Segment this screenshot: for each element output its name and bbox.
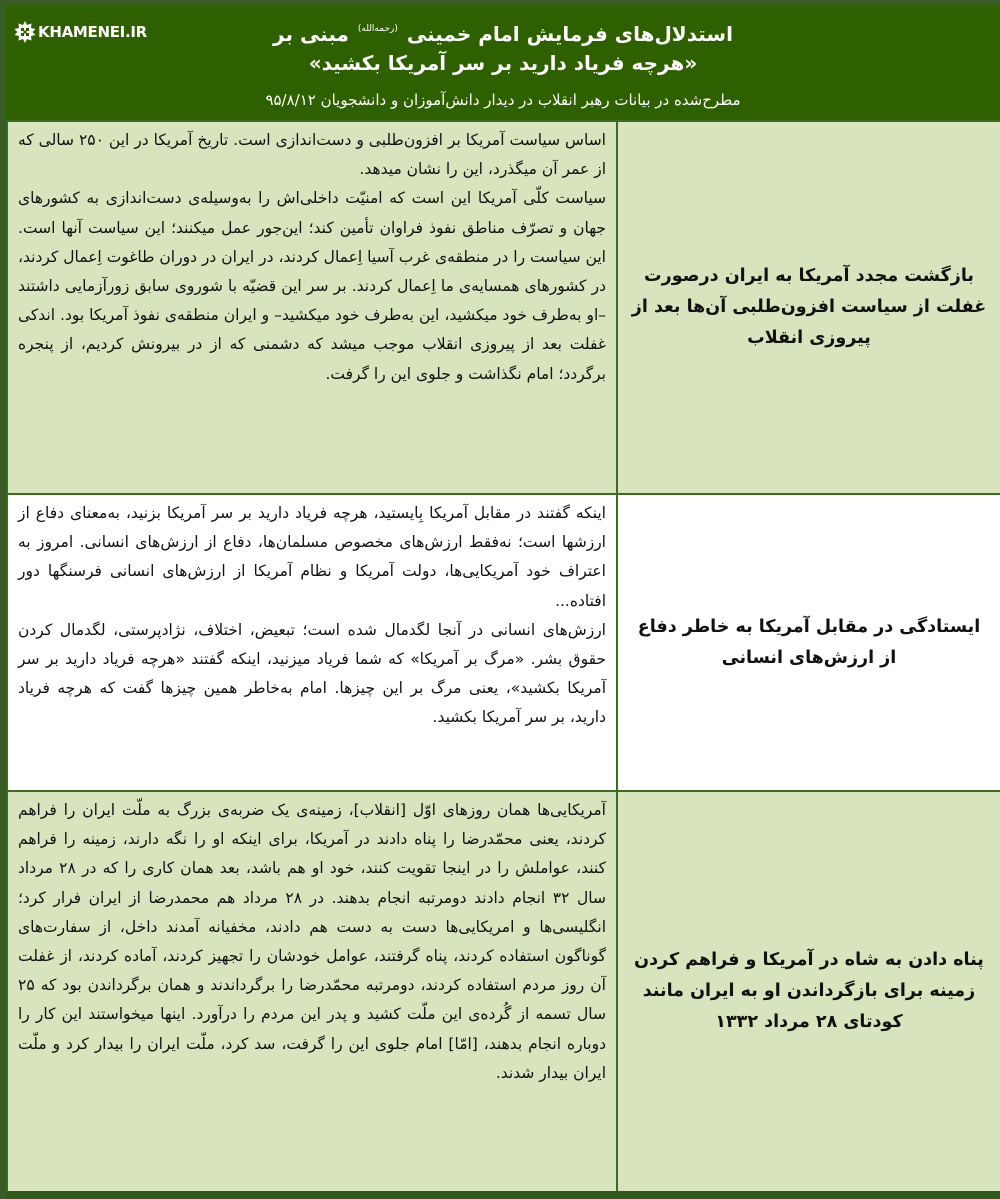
quote-paragraph: سیاست کلّی آمریکا این است که امنیّت داخلی‌اش را به‌وسیله‌ی دست‌اندازی به کشورهای جهان و تصرّف مناطق نفوذ فراوان تأمین کند؛ این‌جور عمل میکنند؛ این سیاست آنها است. این سیاست را در منطقه‌ی غرب آسیا اِعمال کردند، در ایران در دوران طاغوت اِعمال کردند، در کشورهای همسایه‌ی ما اِعمال کردند. بر سر این قضیّه با شوروی سابق زورآزمایی داشتند –او به‌طرف خود میکشید، این به‌طرف خود میکشید– و ایران منطقه‌ی نفوذ آمریکا بود. اندکی غفلت بعد از پیروزی انقلاب موجب میشد که دشمنی که از در بیرونش کردیم، از پنجره برگردد؛ امام نگذاشت و جلوی این را گرفت. [18, 189, 606, 383]
topic-cell: ایستادگی در مقابل آمریکا به خاطر دفاع از ارزش‌های انسانی [637, 616, 981, 668]
quote-cell [6, 792, 618, 1191]
quote-paragraph: ارزش‌های انسانی در آنجا لگدمال شده است؛ تبعیض، اختلاف، نژادپرستی، لگدمال کردن حقوق بشر. «مرگ بر آمریکا» که شما فریاد میزنید، اینکه گفتند «هرچه فریاد دارید بر سر آمریکا بکشید»، یعنی مرگ بر این چیزها. امام به‌خاطر همین چیزها گفت که هرچه فریاد دارید، بر سر آمریکا بکشید. [18, 620, 606, 727]
bottom-border [6, 1191, 1000, 1199]
title-honorific: (رحمه‌الله) [357, 24, 398, 34]
title-text: استدلال‌های فرمایش امام خمینی [406, 22, 733, 46]
quote-paragraph: آمریکایی‌ها همان روزهای اوّل [انقلاب]، زمینه‌ی یک ضربه‌ی بزرگ به ملّت ایران را فراهم کردند، یعنی محمّدرضا را پناه دادند در آمریکا، برای اینکه او را نگه دارند، زمینه را فراهم کنند، عواملش را در اینجا تقویت کنند، خود او هم باشد، بعد همان کاری را که در ۲۸ مرداد سال ۳۲ انجام دادند دومرتبه انجام بدهند. در ۲۸ مرداد هم محمدرضا از ایران فرار کرد؛ انگلیسی‌ها و امریکایی‌ها دست به دست هم دادند، مخفیانه آمدند داخل، از سفارت‌های گوناگون استفاده کردند، پناه گرفتند، عوامل خودشان را تجهیز کردند، آماده کردند، از غفلت آن روز مردم استفاده کردند، دومرتبه محمّدرضا را برگرداندند و همان برگرداندن بود که ۲۵ سال تسمه از گُرده‌ی این ملّت کشید و پدر این مردم را درآورد. اینها میخواستند این کار را دوباره انجام بدهند، [امّا] امام جلوی این را گرفت، سد کرد، ملّت ایران را بیدار کرد و ملّت ایران بیدار شدند. [18, 801, 606, 1082]
topic-cell: پناه دادن به شاه در آمریکا و فراهم کردن زمینه برای بازگرداندن او به ایران مانند کودتای ۲۸ مرداد ۱۳۳۲ [634, 950, 984, 1032]
quote-cell [6, 122, 618, 493]
quote-paragraph: اینکه گفتند در مقابل آمریکا بِایستید، هرچه فریاد دارید بر سر آمریکا بزنید، به‌معنای دفاع از ارزشها است؛ نه‌فقط ارزش‌های مخصوص مسلمان‌ها، دفاع از ارزش‌های انسانی. امروز به اعتراف خود آمریکایی‌ها، دولت آمریکا و نظام آمریکا از ارزش‌های انسانی فرسنگها دور افتاده... [18, 504, 606, 610]
table-row [6, 493, 1000, 790]
table-row [6, 120, 1000, 493]
header-banner [6, 6, 1000, 120]
page-title-line2: «هرچه فریاد دارید بر سر آمریکا بکشید» [308, 51, 698, 75]
quote-paragraph: اساس سیاست آمریکا بر افزون‌طلبی و دست‌اندازی است. تاریخ آمریکا در این ۲۵۰ سالی که از عمر آن میگذرد، این را نشان میدهد. [18, 131, 606, 179]
table-row [6, 790, 1000, 1191]
title-text-continued: مبنی بر [273, 22, 349, 46]
quote-cell [6, 495, 618, 790]
logo-text: KHAMENEI.IR [38, 23, 147, 41]
page-subtitle: مطرح‌شده در بیانات رهبر انقلاب در دیدار دانش‌آموزان و دانشجویان ۹۵/۸/۱۲ [265, 91, 741, 109]
topic-cell: بازگشت مجدد آمریکا به ایران درصورت غفلت از سیاست افزون‌طلبی آن‌ها بعد از پیروزی انقلاب [631, 266, 987, 348]
page-title-line1 [6, 14, 1000, 49]
